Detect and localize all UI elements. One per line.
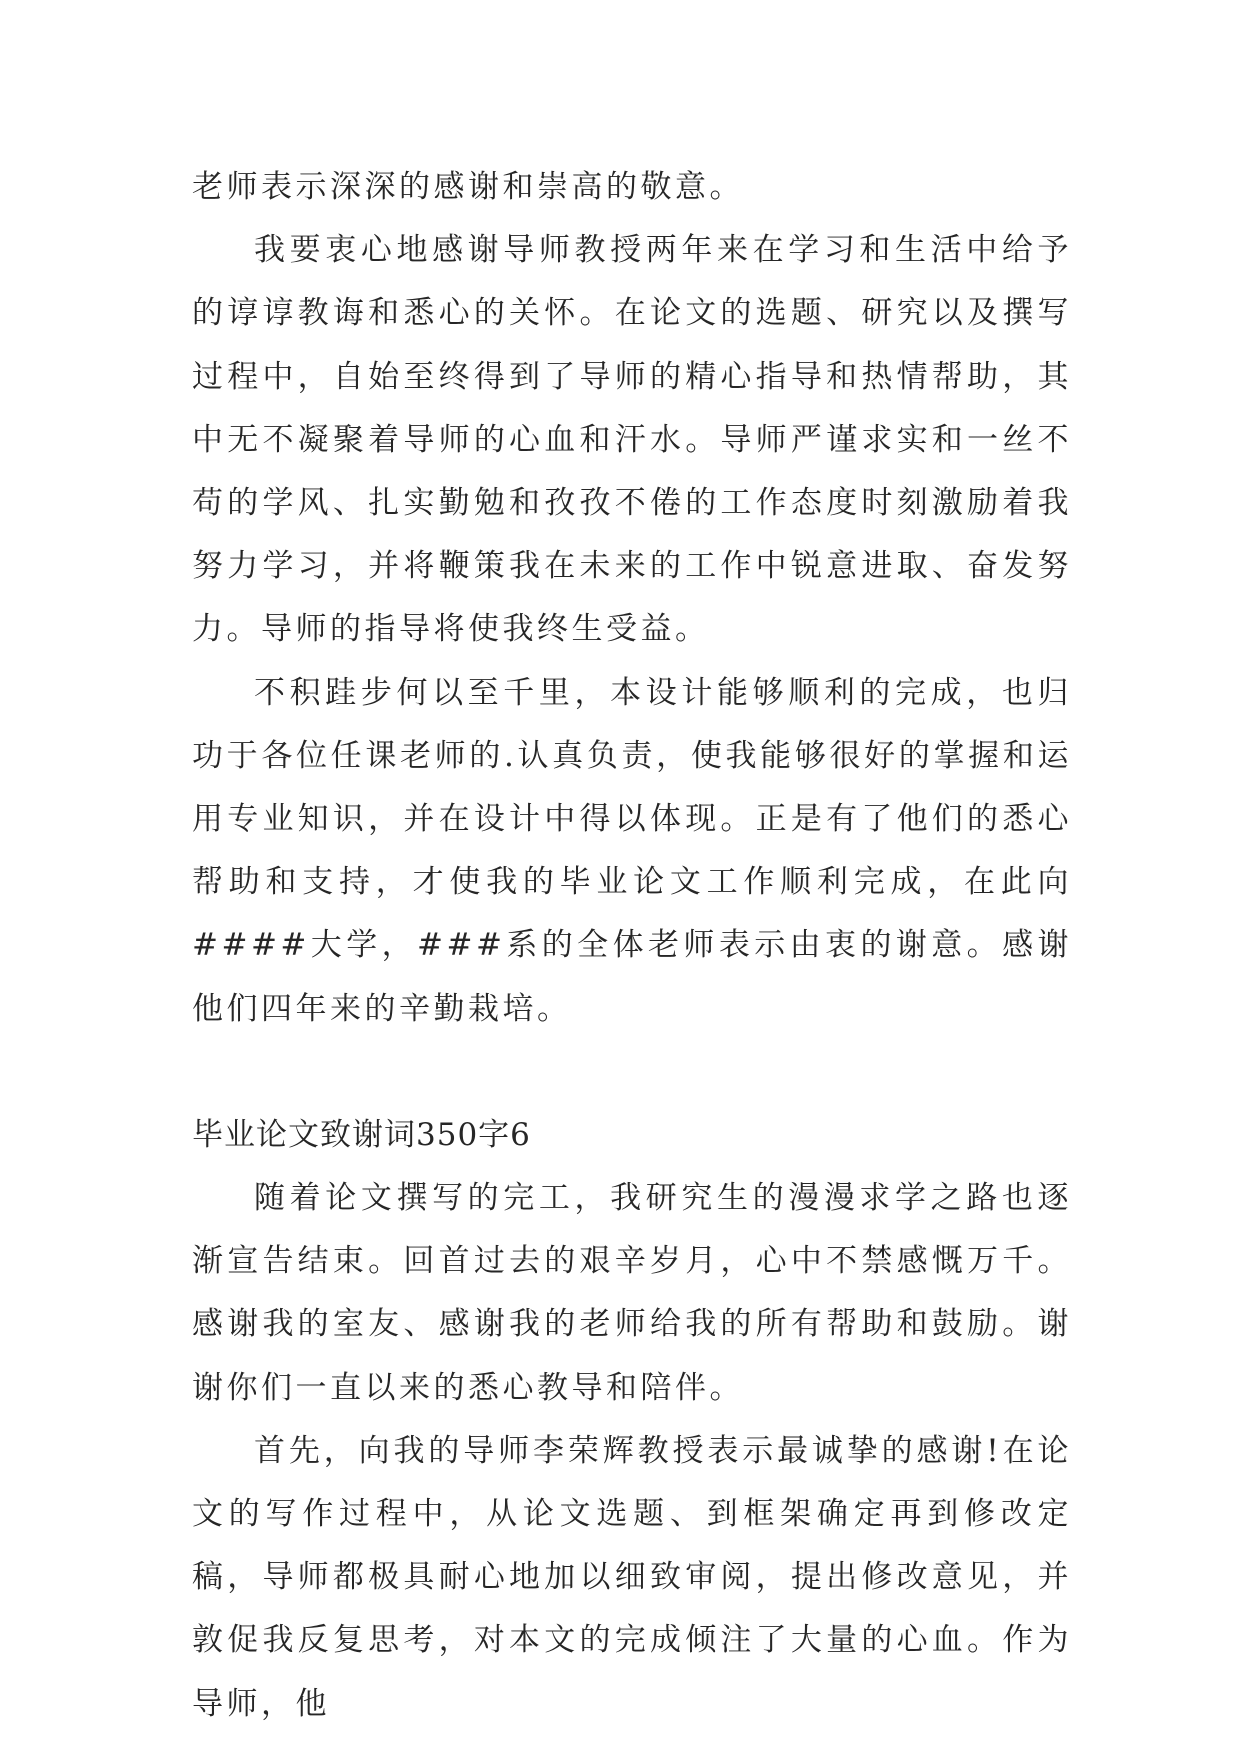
paragraph-advisor-thanks: 我要衷心地感谢导师教授两年来在学习和生活中给予的谆谆教诲和悉心的关怀。在论文的选题、研究以及撰写过程中，自始至终得到了导师的精心指导和热情帮助，其中无不凝聚着导师的心血和汗水。导师严谨求实和一丝不苟的学风、扎实勤勉和孜孜不倦的工作态度时刻激励着我努力学习，并将鞭策我在未来的工作中锐意进取、奋发努力。导师的指导将使我终生受益。 [192, 232, 1072, 648]
section-heading: 毕业论文致谢词350字6 [192, 1116, 531, 1153]
paragraph-continuation: 老师表示深深的感谢和崇高的敬意。 [192, 169, 744, 205]
paragraph-study-end: 随着论文撰写的完工，我研究生的漫漫求学之路也逐渐宣告结束。回首过去的艰辛岁月，心中不禁感慨万千。感谢我的室友、感谢我的老师给我的所有帮助和鼓励。谢谢你们一直以来的悉心教导和陪伴。 [192, 1180, 1072, 1406]
paragraph-teachers-thanks: 不积跬步何以至千里，本设计能够顺利的完成，也归功于各位任课老师的.认真负责，使我能够很好的掌握和运用专业知识，并在设计中得以体现。正是有了他们的悉心帮助和支持，才使我的毕业论文工作顺利完成，在此向####大学，###系的全体老师表示由衷的谢意。感谢他们四年来的辛勤栽培。 [192, 674, 1072, 1027]
document-body [192, 156, 1072, 1736]
paragraph-professor-thanks: 首先，向我的导师李荣辉教授表示最诚挚的感谢!在论文的写作过程中，从论文选题、到框架确定再到修改定稿，导师都极具耐心地加以细致审阅，提出修改意见，并敦促我反复思考，对本文的完成倾注了大量的心血。作为导师，他 [192, 1432, 1072, 1722]
